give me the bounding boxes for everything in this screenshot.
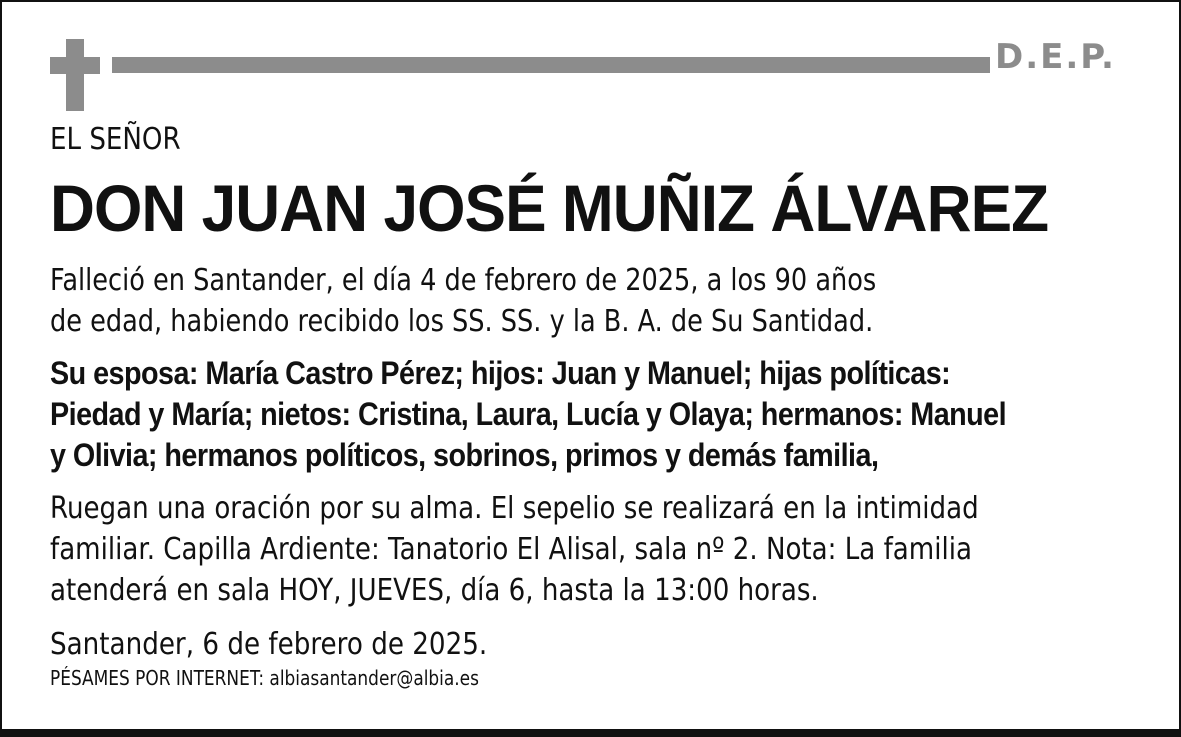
request-line: Ruegan una oración por su alma. El sepelio se realizará en la intimidad <box>50 491 979 526</box>
deceased-name: DON JUAN JOSÉ MUÑIZ ÁLVAREZ <box>50 171 1049 245</box>
family-list <box>50 353 1006 476</box>
death-announcement <box>50 260 876 342</box>
header-rule <box>112 57 990 73</box>
honorific: EL SEÑOR <box>50 122 181 157</box>
death-line: de edad, habiendo recibido los SS. SS. y la B. A. de Su Santidad. <box>50 304 874 339</box>
condolences-line: PÉSAMES POR INTERNET: albiasantander@albia.es <box>50 666 479 690</box>
cross-vertical-bar <box>66 39 84 111</box>
request-line: familiar. Capilla Ardiente: Tanatorio El Alisal, sala nº 2. Nota: La familia <box>50 532 972 567</box>
place-date: Santander, 6 de febrero de 2025. <box>50 627 488 662</box>
death-line: Falleció en Santander, el día 4 de febrero de 2025, a los 90 años <box>50 263 877 298</box>
family-line: Su esposa: María Castro Pérez; hijos: Juan y Manuel; hijas políticas: <box>50 355 951 391</box>
funeral-request <box>50 488 979 611</box>
family-line: y Olivia; hermanos políticos, sobrinos, primos y demás familia, <box>50 437 879 473</box>
request-line: atenderá en sala HOY, JUEVES, día 6, hasta la 13:00 horas. <box>50 573 819 608</box>
cross-icon <box>50 39 100 111</box>
cross-horizontal-bar <box>50 57 100 74</box>
dep-label: D.E.P. <box>995 37 1116 77</box>
family-line: Piedad y María; nietos: Cristina, Laura, Lucía y Olaya; hermanos: Manuel <box>50 396 1007 432</box>
